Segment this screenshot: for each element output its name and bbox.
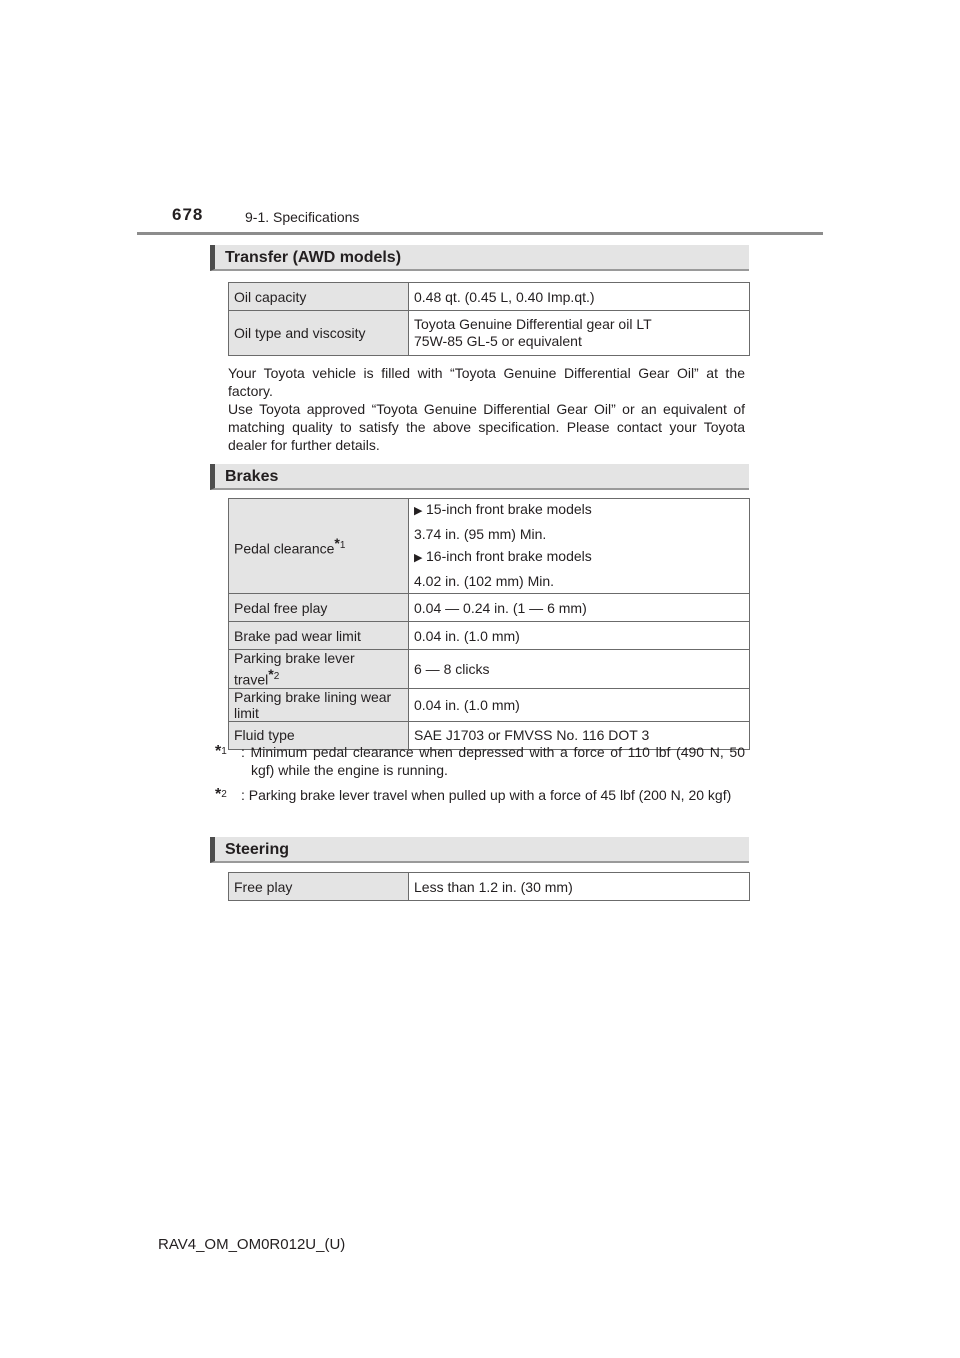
footnote-ref <box>268 666 280 682</box>
transfer-note <box>228 364 745 454</box>
footnote-1-text-content: : Minimum pedal clearance when depressed with a force of 110 lbf (490 N, 50 kgf) while the engine is running. <box>241 744 745 778</box>
asterisk-icon: * <box>215 786 222 803</box>
section-title: 9-1. Specifications <box>245 209 360 225</box>
oil-type-label: Oil type and viscosity <box>229 311 409 356</box>
table-row <box>229 650 750 689</box>
pedal-clearance-label-text: Pedal clearance <box>234 540 335 557</box>
document-code: RAV4_OM_OM0R012U_(U) <box>158 1236 346 1253</box>
oil-type-value-line2: 75W-85 GL-5 or equivalent <box>414 333 582 349</box>
transfer-note-paragraph-2: Use Toyota approved “Toyota Genuine Differential Gear Oil” or an equivalent of matching quality to satisfy the above specification. Please contact your Toyota dealer for further details. <box>228 401 745 453</box>
triangle-right-icon: ▶ <box>414 505 423 517</box>
oil-type-value <box>409 311 750 356</box>
oil-capacity-label: Oil capacity <box>229 283 409 311</box>
brake-pad-wear-limit-label: Brake pad wear limit <box>229 622 409 650</box>
steering-heading: Steering <box>210 837 749 863</box>
header-rule <box>137 232 823 235</box>
table-row <box>229 622 750 650</box>
page-number: 678 <box>172 205 204 224</box>
asterisk-icon: * <box>215 743 222 760</box>
asterisk-icon: * <box>334 535 340 552</box>
footnote-ref-number: 2 <box>273 671 280 682</box>
pedal-free-play-label: Pedal free play <box>229 594 409 622</box>
pedal-clearance-value-1: 3.74 in. (95 mm) Min. <box>414 526 547 542</box>
footnote-1 <box>215 743 745 779</box>
footnote-mark <box>215 743 227 764</box>
free-play-label: Free play <box>229 873 409 901</box>
brake-pad-wear-limit-value: 0.04 in. (1.0 mm) <box>409 622 750 650</box>
transfer-table <box>228 282 750 356</box>
oil-capacity-value: 0.48 qt. (0.45 L, 0.40 Imp.qt.) <box>409 283 750 311</box>
pedal-clearance-model-2: 16-inch front brake models <box>426 548 592 564</box>
footnote-2-text-content: : Parking brake lever travel when pulled up with a force of 45 lbf (200 N, 20 kgf) <box>241 787 732 803</box>
parking-brake-lining-wear-limit-value: 0.04 in. (1.0 mm) <box>409 688 750 721</box>
triangle-right-icon: ▶ <box>414 552 423 564</box>
footnote-mark-number: 2 <box>221 789 227 800</box>
table-row <box>229 688 750 721</box>
brakes-table <box>228 498 750 750</box>
footnote-2-text <box>215 786 745 804</box>
parking-brake-lever-travel-label-text: Parking brake lever travel <box>234 650 355 688</box>
parking-brake-lever-travel-value: 6 — 8 clicks <box>409 650 750 689</box>
footnote-2 <box>215 786 745 804</box>
footnote-mark <box>215 786 227 807</box>
fluid-type-value: SAE J1703 or FMVSS No. 116 DOT 3 <box>409 721 750 749</box>
pedal-clearance-value <box>409 499 750 594</box>
parking-brake-lever-travel-label <box>229 650 409 689</box>
pedal-clearance-label <box>229 499 409 594</box>
transfer-note-paragraph-1: Your Toyota vehicle is filled with “Toyota Genuine Differential Gear Oil” at the factory. <box>228 365 745 399</box>
fluid-type-label: Fluid type <box>229 721 409 749</box>
oil-type-value-line1: Toyota Genuine Differential gear oil LT <box>414 316 652 332</box>
free-play-value: Less than 1.2 in. (30 mm) <box>409 873 750 901</box>
footnote-mark-number: 1 <box>221 746 227 757</box>
footnote-ref-number: 1 <box>339 540 346 552</box>
footnote-ref <box>334 535 346 552</box>
footnote-1-text <box>215 743 745 779</box>
pedal-clearance-model-1: 15-inch front brake models <box>426 501 592 517</box>
table-row <box>229 499 750 594</box>
transfer-heading: Transfer (AWD models) <box>210 245 749 271</box>
parking-brake-lining-wear-limit-label: Parking brake lining wear limit <box>229 688 409 721</box>
table-row <box>229 311 750 356</box>
pedal-free-play-value: 0.04 — 0.24 in. (1 — 6 mm) <box>409 594 750 622</box>
brakes-heading: Brakes <box>210 464 749 490</box>
table-row <box>229 283 750 311</box>
table-row <box>229 873 750 901</box>
table-row <box>229 594 750 622</box>
pedal-clearance-value-2: 4.02 in. (102 mm) Min. <box>414 573 555 589</box>
asterisk-icon: * <box>268 666 274 682</box>
steering-table <box>228 872 750 901</box>
